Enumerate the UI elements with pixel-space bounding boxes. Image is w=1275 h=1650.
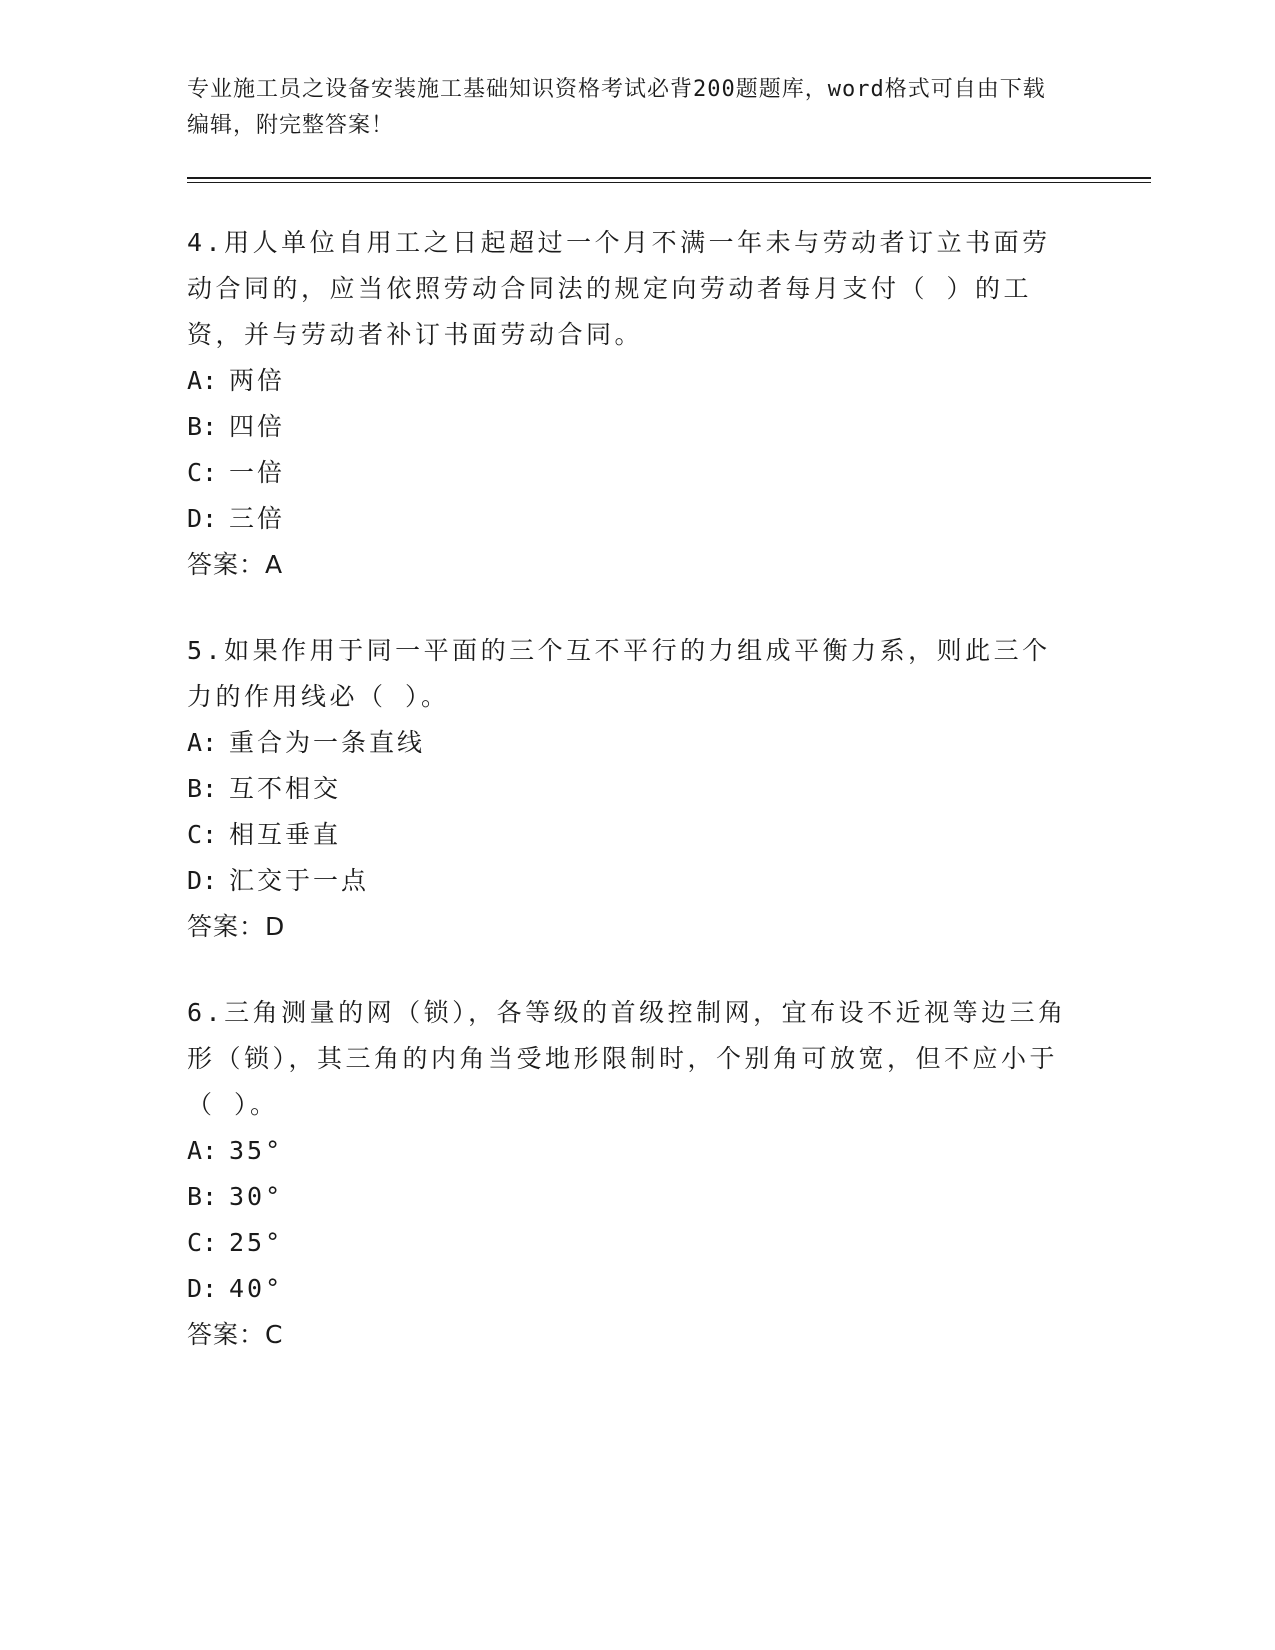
option-text: 相互垂直	[229, 820, 342, 849]
question-stem: 4.用人单位自用工之日起超过一个月不满一年未与劳动者订立书面劳动合同的，应当依照劳动合同法的规定向劳动者每月支付（ ）的工资，并与劳动者补订书面劳动合同。	[187, 228, 1051, 349]
option-text: 三倍	[229, 504, 286, 533]
question-stem: 6.三角测量的网（锁），各等级的首级控制网，宜布设不近视等边三角形（锁），其三角的内角当受地形限制时，个别角可放宽，但不应小于（ ）。	[187, 998, 1067, 1119]
option-letter: C:	[187, 820, 218, 849]
option-text: 35°	[229, 1136, 284, 1165]
option-b	[187, 1174, 1087, 1220]
option-a	[187, 358, 1087, 404]
header-divider-thin	[187, 182, 1151, 183]
option-text: 两倍	[229, 366, 286, 395]
option-letter: B:	[187, 774, 218, 803]
document-header: 专业施工员之设备安装施工基础知识资格考试必背200题题库，word格式可自由下载编辑，附完整答案！	[187, 77, 1046, 138]
answer-line: 答案：C	[187, 1320, 284, 1349]
option-a	[187, 1128, 1087, 1174]
question-stem: 5.如果作用于同一平面的三个互不平行的力组成平衡力系，则此三个力的作用线必（ ）。	[187, 636, 1051, 711]
option-letter: D:	[187, 504, 218, 533]
header-divider	[187, 177, 1151, 179]
option-letter: B:	[187, 412, 218, 441]
option-text: 重合为一条直线	[229, 728, 426, 757]
option-text: 一倍	[229, 458, 286, 487]
option-b	[187, 766, 1087, 812]
option-a	[187, 720, 1087, 766]
option-text: 40°	[229, 1274, 284, 1303]
option-c	[187, 812, 1087, 858]
option-letter: A:	[187, 366, 218, 395]
option-d	[187, 496, 1087, 542]
option-letter: D:	[187, 1274, 218, 1303]
option-letter: D:	[187, 866, 218, 895]
option-text: 30°	[229, 1182, 284, 1211]
option-d	[187, 858, 1087, 904]
option-d	[187, 1266, 1087, 1312]
option-letter: C:	[187, 1228, 218, 1257]
option-letter: C:	[187, 458, 218, 487]
option-text: 互不相交	[229, 774, 342, 803]
option-letter: A:	[187, 728, 218, 757]
option-letter: A:	[187, 1136, 218, 1165]
option-text: 25°	[229, 1228, 284, 1257]
question-4	[187, 220, 1087, 588]
option-letter: B:	[187, 1182, 218, 1211]
option-text: 汇交于一点	[229, 866, 370, 895]
answer-line: 答案：A	[187, 550, 284, 579]
option-b	[187, 404, 1087, 450]
question-6	[187, 990, 1087, 1358]
option-text: 四倍	[229, 412, 286, 441]
answer-line: 答案：D	[187, 912, 286, 941]
option-c	[187, 450, 1087, 496]
question-5	[187, 628, 1087, 950]
option-c	[187, 1220, 1087, 1266]
